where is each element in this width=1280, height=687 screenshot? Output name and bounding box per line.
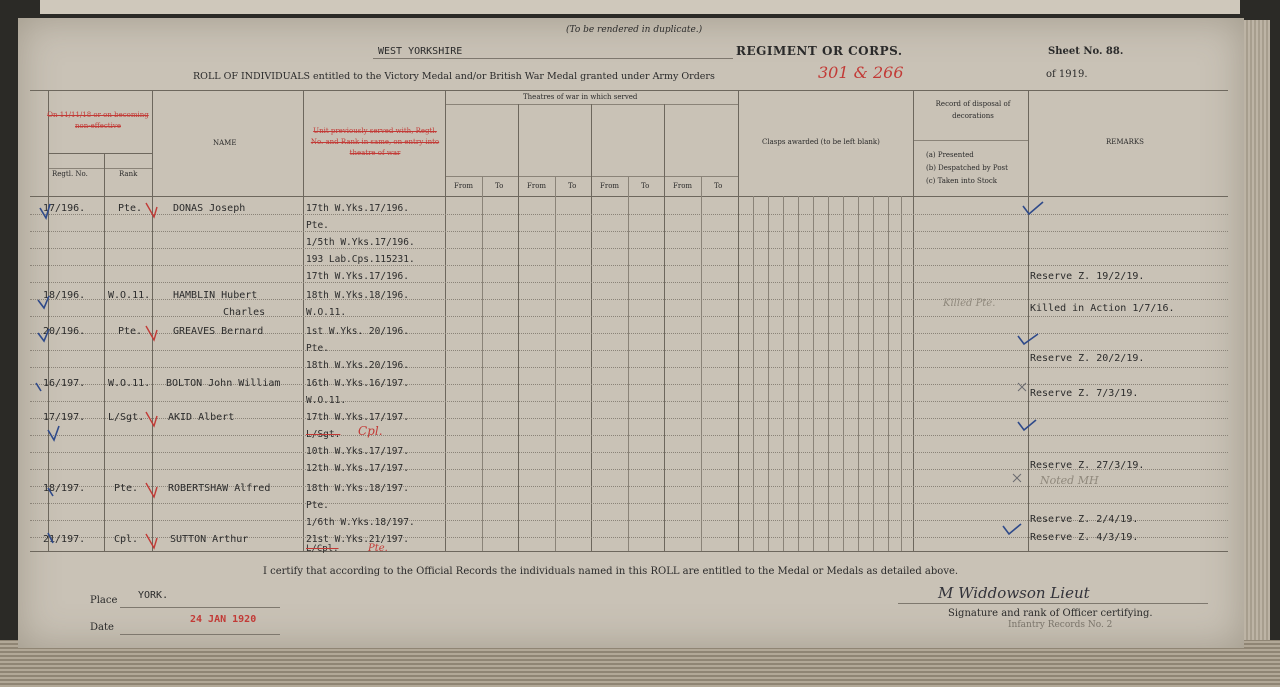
date-stamp: 24 JAN 1920 xyxy=(190,614,257,625)
row-6-rank: Pte. xyxy=(114,483,139,494)
remark-note: Noted MH xyxy=(1040,474,1099,487)
to-heading-2: To xyxy=(568,182,577,190)
row-5-unit-1: 17th W.Yks.17/197. xyxy=(306,412,409,423)
row-5-unit-4: 12th W.Yks.17/197. xyxy=(306,463,409,474)
cross-mark-icon xyxy=(1013,474,1021,482)
check-mark-icon xyxy=(1003,524,1021,534)
rank-heading: Rank xyxy=(119,170,138,178)
check-mark-icon xyxy=(48,533,53,543)
check-mark-icon xyxy=(36,383,41,391)
remark-5: Reserve Z. 27/3/19. xyxy=(1030,460,1145,471)
row-1-regtl-no: 17/196. xyxy=(43,203,86,214)
row-1-unit-5: 17th W.Yks.17/196. xyxy=(306,271,409,282)
medal-roll-sheet xyxy=(18,18,1244,648)
row-5-unit-2: L/Sgt. xyxy=(306,429,341,440)
row-1-unit-1: 17th W.Yks.17/196. xyxy=(306,203,409,214)
row-1-unit-2: Pte. xyxy=(306,220,329,231)
page-above-edge xyxy=(40,0,1240,14)
row-2-name-cont: Charles xyxy=(223,307,266,318)
check-mark-icon xyxy=(48,426,59,440)
stock-legend: (c) Taken into Stock xyxy=(926,177,998,185)
officer-signature: M Widdowson Lieut xyxy=(938,584,1090,602)
pte-correction: Pte. xyxy=(368,543,388,554)
row-1-unit-3: 1/5th W.Yks.17/196. xyxy=(306,237,415,248)
duplicate-note: (To be rendered in duplicate.) xyxy=(566,25,703,35)
row-7-unit-1: 21st W.Yks.21/197. xyxy=(306,534,409,545)
to-heading-3: To xyxy=(641,182,650,190)
red-tick-icon xyxy=(146,412,157,426)
row-3-name: GREAVES Bernard xyxy=(173,326,264,337)
army-orders-handwritten: 301 & 266 xyxy=(818,63,904,82)
cpl-correction: Cpl. xyxy=(358,424,383,438)
remark-4: Reserve Z. 7/3/19. xyxy=(1030,388,1139,399)
row-3-unit-3: 18th W.Yks.20/196. xyxy=(306,360,409,371)
row-4-unit-1: 16th W.Yks.16/197. xyxy=(306,378,409,389)
row-6-unit-3: 1/6th W.Yks.18/197. xyxy=(306,517,415,528)
check-mark-icon xyxy=(38,329,49,341)
row-1-rank: Pte. xyxy=(118,203,143,214)
regtl-no-heading: Regtl. No. xyxy=(52,170,88,178)
struck-column-note: On 11/11/18 or on becoming non-effective xyxy=(47,111,149,130)
place-value: YORK. xyxy=(138,590,169,601)
row-2-regtl-no: 18/196. xyxy=(43,290,86,301)
row-7-regtl-no: 21/197. xyxy=(43,534,86,545)
red-tick-icon xyxy=(146,483,157,497)
from-heading-3: From xyxy=(600,182,620,190)
row-2-unit-1: 18th W.Yks.18/196. xyxy=(306,290,409,301)
certify-statement: I certify that according to the Official Records the individuals named in this ROLL are entitled to the Medal or Medals as detailed above. xyxy=(263,566,959,577)
row-6-unit-2: Pte. xyxy=(306,500,329,511)
cross-mark-icon xyxy=(1018,383,1026,391)
theatres-heading: Theatres of war in which served xyxy=(523,93,638,101)
from-heading-4: From xyxy=(673,182,693,190)
red-tick-icon xyxy=(146,203,157,217)
row-6-unit-1: 18th W.Yks.18/197. xyxy=(306,483,409,494)
check-mark-icon xyxy=(1018,420,1036,430)
row-3-unit-2: Pte. xyxy=(306,343,329,354)
remark-6: Reserve Z. 2/4/19. xyxy=(1030,514,1139,525)
presented-legend: (a) Presented xyxy=(926,151,974,159)
row-2-rank: W.O.11. xyxy=(108,290,151,301)
check-mark-icon xyxy=(1018,334,1038,344)
disposal-note: Killed Pte. xyxy=(943,298,996,309)
to-heading-1: To xyxy=(495,182,504,190)
row-5-rank: L/Sgt. xyxy=(108,412,145,423)
check-mark-icon xyxy=(1023,202,1043,214)
remarks-heading: REMARKS xyxy=(1106,138,1144,146)
remark-2: Killed in Action 1/7/16. xyxy=(1030,303,1175,314)
row-7-rank: Cpl. xyxy=(114,534,139,545)
from-heading-2: From xyxy=(527,182,547,190)
place-label: Place xyxy=(90,595,118,606)
disposal-heading: Record of disposal of decorations xyxy=(935,100,1011,120)
records-stamp: Infantry Records No. 2 xyxy=(1008,620,1113,630)
row-4-unit-2: W.O.11. xyxy=(306,395,347,406)
signature-label: Signature and rank of Officer certifying. xyxy=(948,608,1153,619)
regiment-name: WEST YORKSHIRE xyxy=(378,46,463,57)
clasps-heading: Clasps awarded (to be left blank) xyxy=(762,138,880,146)
roll-title: ROLL OF INDIVIDUALS entitled to the Victory Medal and/or British War Medal granted under Army Orders xyxy=(193,71,715,82)
row-3-rank: Pte. xyxy=(118,326,143,337)
regiment-label: REGIMENT OR CORPS. xyxy=(736,44,903,58)
date-label: Date xyxy=(90,622,114,633)
row-7-unit-2: L/Cpl. xyxy=(306,544,339,554)
remark-7: Reserve Z. 4/3/19. xyxy=(1030,532,1139,543)
despatched-legend: (b) Despatched by Post xyxy=(926,164,1008,172)
row-4-name: BOLTON John William xyxy=(166,378,281,389)
row-3-regtl-no: 20/196. xyxy=(43,326,86,337)
row-5-unit-3: 10th W.Yks.17/197. xyxy=(306,446,409,457)
row-6-name: ROBERTSHAW Alfred xyxy=(168,483,271,494)
unit-heading: Unit previously served with, Regtl. No. and Rank in same, on entry into theatre of war xyxy=(310,127,440,157)
to-heading-4: To xyxy=(714,182,723,190)
red-tick-icon xyxy=(146,326,157,340)
row-2-name: HAMBLIN Hubert xyxy=(173,290,258,301)
row-4-regtl-no: 16/197. xyxy=(43,378,86,389)
row-1-unit-4: 193 Lab.Cps.115231. xyxy=(306,254,415,265)
check-mark-icon xyxy=(38,296,49,308)
row-6-regtl-no: 18/197. xyxy=(43,483,86,494)
from-heading-1: From xyxy=(454,182,474,190)
year-label: of 1919. xyxy=(1046,69,1088,80)
row-1-name: DONAS Joseph xyxy=(173,203,246,214)
check-mark-icon xyxy=(40,204,50,218)
row-2-unit-2: W.O.11. xyxy=(306,307,347,318)
remark-1: Reserve Z. 19/2/19. xyxy=(1030,271,1145,282)
name-heading: NAME xyxy=(213,139,237,147)
red-tick-icon xyxy=(146,534,157,548)
handwritten-marks xyxy=(18,18,1244,648)
row-5-regtl-no: 17/197. xyxy=(43,412,86,423)
row-3-unit-1: 1st W.Yks. 20/196. xyxy=(306,326,409,337)
row-7-name: SUTTON Arthur xyxy=(170,534,249,545)
remark-3: Reserve Z. 20/2/19. xyxy=(1030,353,1145,364)
check-mark-icon xyxy=(48,488,53,496)
sheet-number: Sheet No. 88. xyxy=(1048,46,1124,57)
row-4-rank: W.O.11. xyxy=(108,378,151,389)
row-5-name: AKID Albert xyxy=(168,412,235,423)
